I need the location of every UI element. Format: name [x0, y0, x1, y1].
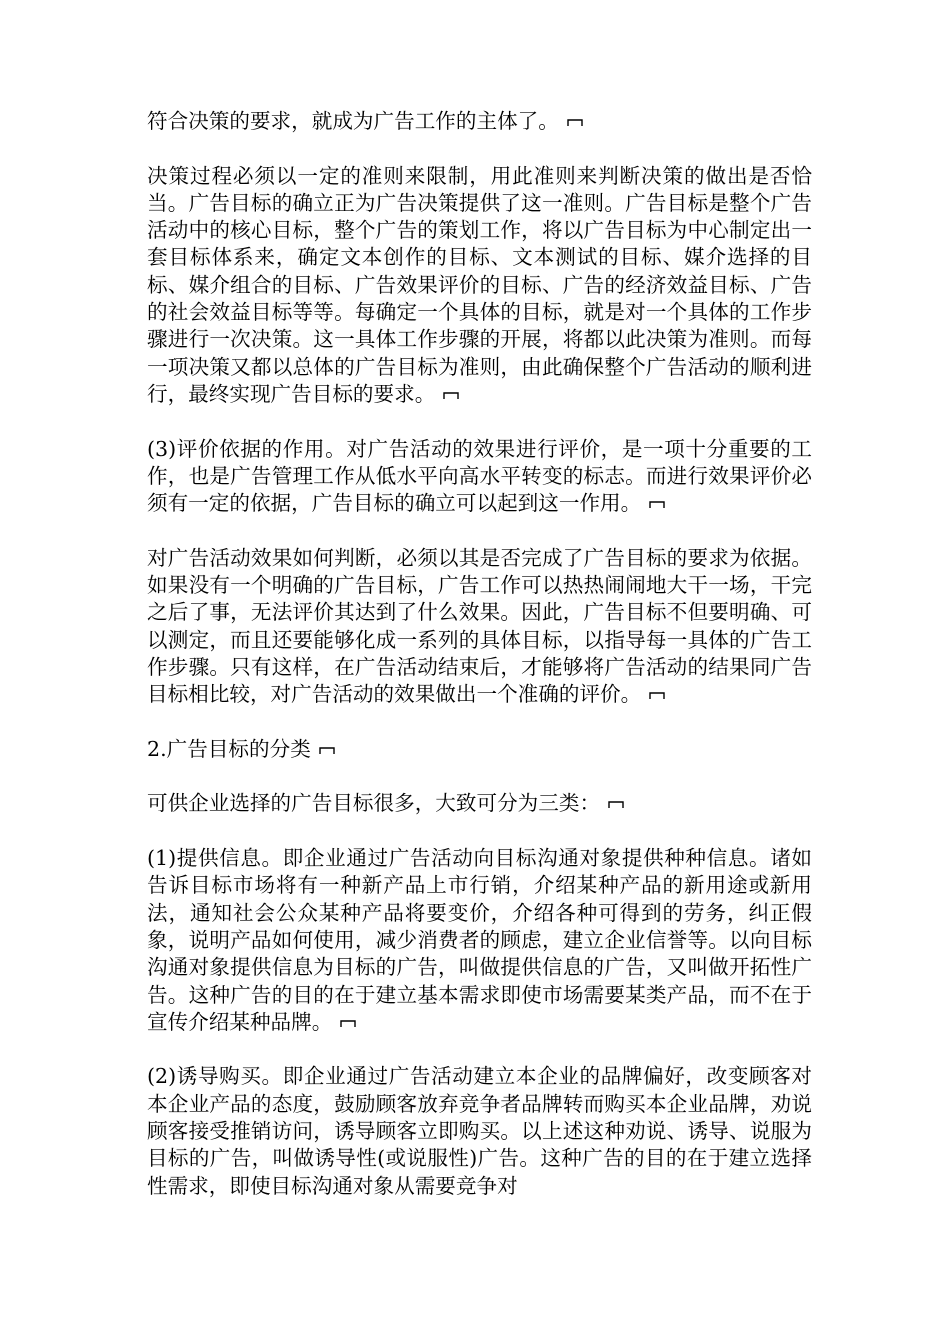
paragraph	[147, 436, 812, 518]
paragraph	[147, 1063, 812, 1199]
paragraph	[147, 790, 812, 817]
paragraph-mark-icon	[649, 500, 665, 509]
paragraph-mark-icon	[608, 800, 624, 809]
paragraph	[147, 545, 812, 709]
section-heading-text: 2.广告目标的分类	[147, 736, 311, 761]
paragraph	[147, 163, 812, 409]
paragraph-mark-icon	[649, 691, 665, 700]
paragraph-text: 可供企业选择的广告目标很多，大致可分为三类：	[147, 791, 601, 816]
document-page	[147, 108, 812, 1227]
paragraph-text: 决策过程必须以一定的准则来限制，用此准则来判断决策的做出是否恰当。广告目标的确立正为广告决策提供了这一准则。广告目标是整个广告活动中的核心目标，整个广告的策划工作，将以广告目标为中心制定出一套目标体系来，确定文本创作的目标、文本测试的目标、媒介选择的目标、媒介组合的目标、广告效果评价的目标、广告的经济效益目标、广告的社会效益目标等等。每确定一个具体的目标，就是对一个具体的工作步骤进行一次决策。这一具体工作步骤的开展，将都以此决策为准则。而每一项决策又都以总体的广告目标为准则，由此确保整个广告活动的顺利进行，最终实现广告目标的要求。	[147, 163, 812, 406]
paragraph-mark-icon	[443, 391, 459, 400]
section-heading	[147, 736, 812, 763]
paragraph-mark-icon	[340, 1019, 356, 1028]
paragraph-text: (2)诱导购买。即企业通过广告活动建立本企业的品牌偏好，改变顾客对本企业产品的态度，鼓励顾客放弃竞争者品牌转而购买本企业品牌，劝说顾客接受推销访问，诱导顾客立即购买。以上述这种劝说、诱导、说服为目标的广告，叫做诱导性(或说服性)广告。这种广告的目的在于建立选择性需求，即使目标沟通对象从需要竞争对	[147, 1064, 812, 1198]
paragraph-mark-icon	[319, 746, 335, 755]
paragraph-text: (1)提供信息。即企业通过广告活动向目标沟通对象提供种种信息。诸如告诉目标市场将有一种新产品上市行销，介绍某种产品的新用途或新用法，通知社会公众某种产品将要变价，介绍各种可得到的劳务，纠正假象，说明产品如何使用，减少消费者的顾虑，建立企业信誉等。以向目标沟通对象提供信息为目标的广告，叫做提供信息的广告，又叫做开拓性广告。这种广告的目的在于建立基本需求即使市场需要某类产品，而不在于宣传介绍某种品牌。	[147, 846, 812, 1034]
paragraph	[147, 108, 812, 135]
paragraph-text: 符合决策的要求，就成为广告工作的主体了。	[147, 109, 559, 133]
paragraph-mark-icon	[567, 118, 583, 127]
paragraph-text: 对广告活动效果如何判断，必须以其是否完成了广告目标的要求为依据。如果没有一个明确的广告目标，广告工作可以热热闹闹地大干一场，干完之后了事，无法评价其达到了什么效果。因此，广告目标不但要明确、可以测定，而且还要能够化成一系列的具体目标，以指导每一具体的广告工作步骤。只有这样，在广告活动结束后，才能够将广告活动的结果同广告目标相比较，对广告活动的效果做出一个准确的评价。	[147, 545, 812, 707]
paragraph-text: (3)评价依据的作用。对广告活动的效果进行评价，是一项十分重要的工作，也是广告管理工作从低水平向高水平转变的标志。而进行效果评价必须有一定的依据，广告目标的确立可以起到这一作用。	[147, 436, 812, 516]
paragraph	[147, 845, 812, 1036]
